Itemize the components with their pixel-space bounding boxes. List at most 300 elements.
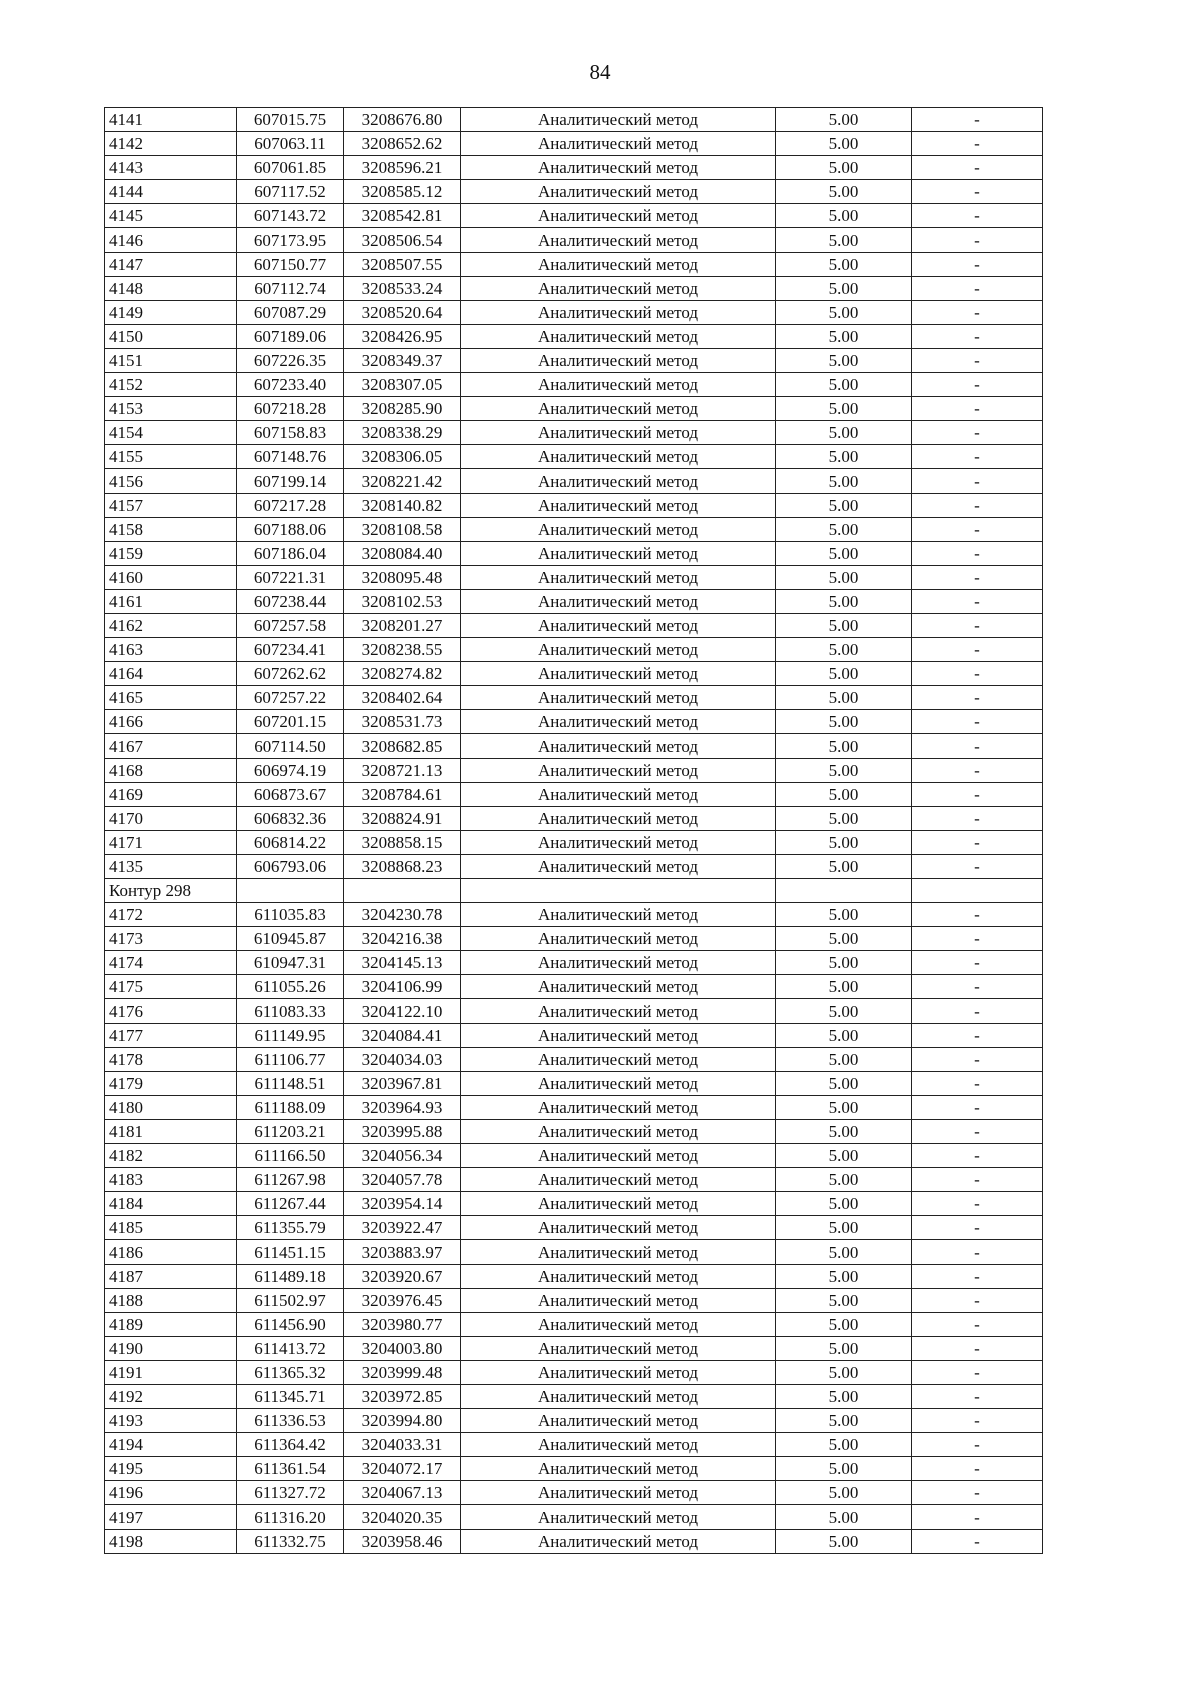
point-number-cell: 4142 — [105, 132, 237, 156]
y-coordinate-cell: 3208338.29 — [344, 421, 461, 445]
description-cell: - — [912, 589, 1043, 613]
x-coordinate-cell: 607199.14 — [237, 469, 344, 493]
point-number-cell: 4151 — [105, 348, 237, 372]
point-number-cell: 4160 — [105, 565, 237, 589]
y-coordinate-cell: 3208676.80 — [344, 108, 461, 132]
description-cell: - — [912, 1095, 1043, 1119]
method-cell: Аналитический метод — [461, 782, 776, 806]
y-coordinate-cell: 3203994.80 — [344, 1409, 461, 1433]
x-coordinate-cell: 611327.72 — [237, 1481, 344, 1505]
accuracy-cell: 5.00 — [776, 1433, 912, 1457]
description-cell: - — [912, 228, 1043, 252]
x-coordinate-cell: 611148.51 — [237, 1071, 344, 1095]
method-cell: Аналитический метод — [461, 348, 776, 372]
point-number-cell: 4147 — [105, 252, 237, 276]
method-cell: Аналитический метод — [461, 1481, 776, 1505]
y-coordinate-cell: 3208542.81 — [344, 204, 461, 228]
y-coordinate-cell: 3204230.78 — [344, 903, 461, 927]
point-number-cell: 4184 — [105, 1192, 237, 1216]
x-coordinate-cell: 611355.79 — [237, 1216, 344, 1240]
description-cell: - — [912, 782, 1043, 806]
description-cell: - — [912, 156, 1043, 180]
accuracy-cell: 5.00 — [776, 758, 912, 782]
method-cell: Аналитический метод — [461, 1240, 776, 1264]
x-coordinate-cell: 611055.26 — [237, 975, 344, 999]
method-cell: Аналитический метод — [461, 999, 776, 1023]
accuracy-cell: 5.00 — [776, 638, 912, 662]
method-cell: Аналитический метод — [461, 806, 776, 830]
x-coordinate-cell: 607217.28 — [237, 493, 344, 517]
table-row — [105, 180, 1043, 204]
method-cell: Аналитический метод — [461, 228, 776, 252]
y-coordinate-cell: 3208102.53 — [344, 589, 461, 613]
description-cell: - — [912, 686, 1043, 710]
y-coordinate-cell: 3208285.90 — [344, 397, 461, 421]
point-number-cell: 4141 — [105, 108, 237, 132]
accuracy-cell: 5.00 — [776, 927, 912, 951]
description-cell: - — [912, 493, 1043, 517]
accuracy-cell: 5.00 — [776, 1047, 912, 1071]
point-number-cell: 4189 — [105, 1312, 237, 1336]
point-number-cell: 4162 — [105, 613, 237, 637]
x-coordinate-cell: 611489.18 — [237, 1264, 344, 1288]
point-number-cell: 4153 — [105, 397, 237, 421]
y-coordinate-cell: 3208426.95 — [344, 324, 461, 348]
x-coordinate-cell: 611336.53 — [237, 1409, 344, 1433]
y-coordinate-cell: 3204216.38 — [344, 927, 461, 951]
x-coordinate-cell: 607143.72 — [237, 204, 344, 228]
method-cell: Аналитический метод — [461, 132, 776, 156]
description-cell: - — [912, 252, 1043, 276]
point-number-cell: 4157 — [105, 493, 237, 517]
table-row — [105, 1240, 1043, 1264]
table-row — [105, 565, 1043, 589]
table-row — [105, 1144, 1043, 1168]
y-coordinate-cell: 3208585.12 — [344, 180, 461, 204]
description-cell: - — [912, 1288, 1043, 1312]
accuracy-cell: 5.00 — [776, 445, 912, 469]
table-row — [105, 1481, 1043, 1505]
method-cell: Аналитический метод — [461, 373, 776, 397]
table-row — [105, 903, 1043, 927]
method-cell: Аналитический метод — [461, 493, 776, 517]
point-number-cell: 4190 — [105, 1336, 237, 1360]
accuracy-cell: 5.00 — [776, 421, 912, 445]
table-row — [105, 758, 1043, 782]
y-coordinate-cell: 3203883.97 — [344, 1240, 461, 1264]
description-cell: - — [912, 541, 1043, 565]
table-row — [105, 782, 1043, 806]
point-number-cell: 4174 — [105, 951, 237, 975]
description-cell: - — [912, 1168, 1043, 1192]
method-cell: Аналитический метод — [461, 1095, 776, 1119]
accuracy-cell: 5.00 — [776, 1384, 912, 1408]
accuracy-cell: 5.00 — [776, 1264, 912, 1288]
method-cell: Аналитический метод — [461, 613, 776, 637]
accuracy-cell: 5.00 — [776, 1240, 912, 1264]
y-coordinate-cell: 3208784.61 — [344, 782, 461, 806]
y-coordinate-cell: 3203995.88 — [344, 1119, 461, 1143]
table-row — [105, 1336, 1043, 1360]
y-coordinate-cell: 3208533.24 — [344, 276, 461, 300]
description-cell: - — [912, 613, 1043, 637]
table-row — [105, 1457, 1043, 1481]
method-cell: Аналитический метод — [461, 1433, 776, 1457]
description-cell: - — [912, 1216, 1043, 1240]
x-coordinate-cell: 606873.67 — [237, 782, 344, 806]
x-coordinate-cell: 611316.20 — [237, 1505, 344, 1529]
table-row — [105, 541, 1043, 565]
x-coordinate-cell: 607262.62 — [237, 662, 344, 686]
x-coordinate-cell: 606974.19 — [237, 758, 344, 782]
method-cell: Аналитический метод — [461, 710, 776, 734]
method-cell: Аналитический метод — [461, 276, 776, 300]
point-number-cell: 4169 — [105, 782, 237, 806]
method-cell: Аналитический метод — [461, 975, 776, 999]
table-row — [105, 517, 1043, 541]
x-coordinate-cell: 607158.83 — [237, 421, 344, 445]
accuracy-cell: 5.00 — [776, 324, 912, 348]
description-cell: - — [912, 1264, 1043, 1288]
description-cell: - — [912, 662, 1043, 686]
x-coordinate-cell: 607221.31 — [237, 565, 344, 589]
accuracy-cell: 5.00 — [776, 541, 912, 565]
point-number-cell: 4175 — [105, 975, 237, 999]
description-cell: - — [912, 1240, 1043, 1264]
point-number-cell: 4145 — [105, 204, 237, 228]
point-number-cell: 4170 — [105, 806, 237, 830]
table-row — [105, 1168, 1043, 1192]
method-cell: Аналитический метод — [461, 1047, 776, 1071]
description-cell: - — [912, 1312, 1043, 1336]
table-row — [105, 1047, 1043, 1071]
x-coordinate-cell: 607218.28 — [237, 397, 344, 421]
table-row — [105, 1360, 1043, 1384]
description-cell: - — [912, 348, 1043, 372]
table-row — [105, 252, 1043, 276]
method-cell: Аналитический метод — [461, 1505, 776, 1529]
table-row — [105, 276, 1043, 300]
y-coordinate-cell: 3208306.05 — [344, 445, 461, 469]
point-number-cell: 4149 — [105, 300, 237, 324]
table-row — [105, 1264, 1043, 1288]
accuracy-cell: 5.00 — [776, 1312, 912, 1336]
accuracy-cell: 5.00 — [776, 1457, 912, 1481]
description-cell: - — [912, 638, 1043, 662]
accuracy-cell: 5.00 — [776, 1360, 912, 1384]
table-row — [105, 854, 1043, 878]
y-coordinate-cell: 3208349.37 — [344, 348, 461, 372]
accuracy-cell — [776, 879, 912, 903]
x-coordinate-cell: 606793.06 — [237, 854, 344, 878]
y-coordinate-cell: 3208108.58 — [344, 517, 461, 541]
accuracy-cell: 5.00 — [776, 1529, 912, 1553]
x-coordinate-cell: 611364.42 — [237, 1433, 344, 1457]
y-coordinate-cell: 3208084.40 — [344, 541, 461, 565]
x-coordinate-cell: 607233.40 — [237, 373, 344, 397]
y-coordinate-cell: 3203976.45 — [344, 1288, 461, 1312]
accuracy-cell: 5.00 — [776, 854, 912, 878]
method-cell: Аналитический метод — [461, 1457, 776, 1481]
description-cell: - — [912, 1505, 1043, 1529]
y-coordinate-cell: 3208531.73 — [344, 710, 461, 734]
table-row — [105, 999, 1043, 1023]
point-number-cell: 4148 — [105, 276, 237, 300]
point-number-cell: 4188 — [105, 1288, 237, 1312]
description-cell: - — [912, 1047, 1043, 1071]
method-cell: Аналитический метод — [461, 421, 776, 445]
description-cell: - — [912, 1409, 1043, 1433]
point-number-cell: 4159 — [105, 541, 237, 565]
description-cell: - — [912, 710, 1043, 734]
accuracy-cell: 5.00 — [776, 975, 912, 999]
x-coordinate-cell: 606814.22 — [237, 830, 344, 854]
x-coordinate-cell: 611106.77 — [237, 1047, 344, 1071]
table-row — [105, 324, 1043, 348]
table-row — [105, 1384, 1043, 1408]
description-cell: - — [912, 1384, 1043, 1408]
point-number-cell: 4180 — [105, 1095, 237, 1119]
x-coordinate-cell: 611083.33 — [237, 999, 344, 1023]
method-cell: Аналитический метод — [461, 951, 776, 975]
accuracy-cell: 5.00 — [776, 397, 912, 421]
point-number-cell: 4195 — [105, 1457, 237, 1481]
description-cell: - — [912, 1529, 1043, 1553]
accuracy-cell: 5.00 — [776, 1119, 912, 1143]
x-coordinate-cell: 607063.11 — [237, 132, 344, 156]
x-coordinate-cell: 607150.77 — [237, 252, 344, 276]
accuracy-cell: 5.00 — [776, 493, 912, 517]
page-number: 84 — [589, 60, 611, 84]
x-coordinate-cell: 610945.87 — [237, 927, 344, 951]
method-cell: Аналитический метод — [461, 1384, 776, 1408]
method-cell: Аналитический метод — [461, 1529, 776, 1553]
table-row — [105, 1071, 1043, 1095]
description-cell: - — [912, 903, 1043, 927]
table-row — [105, 348, 1043, 372]
point-number-cell: 4178 — [105, 1047, 237, 1071]
description-cell: - — [912, 830, 1043, 854]
y-coordinate-cell: 3208596.21 — [344, 156, 461, 180]
y-coordinate-cell: 3208506.54 — [344, 228, 461, 252]
point-number-cell: 4182 — [105, 1144, 237, 1168]
point-number-cell: 4187 — [105, 1264, 237, 1288]
y-coordinate-cell: 3208274.82 — [344, 662, 461, 686]
point-number-cell: 4176 — [105, 999, 237, 1023]
method-cell: Аналитический метод — [461, 927, 776, 951]
table-row — [105, 806, 1043, 830]
method-cell: Аналитический метод — [461, 1360, 776, 1384]
y-coordinate-cell: 3204020.35 — [344, 1505, 461, 1529]
description-cell: - — [912, 565, 1043, 589]
point-number-cell: 4163 — [105, 638, 237, 662]
table-row — [105, 830, 1043, 854]
method-cell: Аналитический метод — [461, 1409, 776, 1433]
method-cell: Аналитический метод — [461, 156, 776, 180]
x-coordinate-cell: 607117.52 — [237, 180, 344, 204]
table-row — [105, 204, 1043, 228]
description-cell: - — [912, 276, 1043, 300]
description-cell: - — [912, 108, 1043, 132]
y-coordinate-cell: 3203922.47 — [344, 1216, 461, 1240]
table-row — [105, 1505, 1043, 1529]
point-number-cell: 4144 — [105, 180, 237, 204]
x-coordinate-cell: 610947.31 — [237, 951, 344, 975]
accuracy-cell: 5.00 — [776, 276, 912, 300]
method-cell: Аналитический метод — [461, 734, 776, 758]
y-coordinate-cell: 3208238.55 — [344, 638, 461, 662]
method-cell: Аналитический метод — [461, 1264, 776, 1288]
x-coordinate-cell: 607112.74 — [237, 276, 344, 300]
table-row — [105, 493, 1043, 517]
accuracy-cell: 5.00 — [776, 204, 912, 228]
accuracy-cell: 5.00 — [776, 1481, 912, 1505]
y-coordinate-cell: 3203958.46 — [344, 1529, 461, 1553]
method-cell: Аналитический метод — [461, 1216, 776, 1240]
point-number-cell: 4152 — [105, 373, 237, 397]
table-row — [105, 975, 1043, 999]
y-coordinate-cell: 3204122.10 — [344, 999, 461, 1023]
method-cell: Аналитический метод — [461, 1336, 776, 1360]
method-cell: Аналитический метод — [461, 830, 776, 854]
x-coordinate-cell: 607234.41 — [237, 638, 344, 662]
y-coordinate-cell: 3208868.23 — [344, 854, 461, 878]
x-coordinate-cell: 611451.15 — [237, 1240, 344, 1264]
accuracy-cell: 5.00 — [776, 662, 912, 686]
table-row — [105, 108, 1043, 132]
accuracy-cell: 5.00 — [776, 1216, 912, 1240]
accuracy-cell: 5.00 — [776, 951, 912, 975]
method-cell: Аналитический метод — [461, 469, 776, 493]
description-cell: - — [912, 397, 1043, 421]
x-coordinate-cell: 611502.97 — [237, 1288, 344, 1312]
x-coordinate-cell: 607015.75 — [237, 108, 344, 132]
accuracy-cell: 5.00 — [776, 565, 912, 589]
method-cell: Аналитический метод — [461, 1288, 776, 1312]
coordinates-table-body — [105, 108, 1043, 1554]
point-number-cell: 4193 — [105, 1409, 237, 1433]
description-cell: - — [912, 1144, 1043, 1168]
table-row — [105, 613, 1043, 637]
y-coordinate-cell: 3208307.05 — [344, 373, 461, 397]
accuracy-cell: 5.00 — [776, 1336, 912, 1360]
accuracy-cell: 5.00 — [776, 252, 912, 276]
accuracy-cell: 5.00 — [776, 999, 912, 1023]
y-coordinate-cell: 3208652.62 — [344, 132, 461, 156]
method-cell: Аналитический метод — [461, 108, 776, 132]
x-coordinate-cell: 611345.71 — [237, 1384, 344, 1408]
accuracy-cell: 5.00 — [776, 589, 912, 613]
point-number-cell: 4154 — [105, 421, 237, 445]
x-coordinate-cell: 607238.44 — [237, 589, 344, 613]
accuracy-cell: 5.00 — [776, 108, 912, 132]
accuracy-cell: 5.00 — [776, 1505, 912, 1529]
method-cell: Аналитический метод — [461, 1119, 776, 1143]
table-row — [105, 1023, 1043, 1047]
method-cell: Аналитический метод — [461, 204, 776, 228]
x-coordinate-cell: 611267.98 — [237, 1168, 344, 1192]
accuracy-cell: 5.00 — [776, 300, 912, 324]
y-coordinate-cell: 3208140.82 — [344, 493, 461, 517]
y-coordinate-cell: 3208824.91 — [344, 806, 461, 830]
method-cell: Аналитический метод — [461, 1168, 776, 1192]
description-cell: - — [912, 806, 1043, 830]
contour-header-row — [105, 879, 1043, 903]
method-cell: Аналитический метод — [461, 1071, 776, 1095]
method-cell: Аналитический метод — [461, 1312, 776, 1336]
x-coordinate-cell: 611267.44 — [237, 1192, 344, 1216]
x-coordinate-cell: 607257.58 — [237, 613, 344, 637]
accuracy-cell: 5.00 — [776, 1192, 912, 1216]
coordinates-table — [104, 107, 1043, 1554]
accuracy-cell: 5.00 — [776, 156, 912, 180]
description-cell: - — [912, 445, 1043, 469]
point-number-cell: 4197 — [105, 1505, 237, 1529]
description-cell: - — [912, 1071, 1043, 1095]
x-coordinate-cell: 611035.83 — [237, 903, 344, 927]
description-cell: - — [912, 1119, 1043, 1143]
x-coordinate-cell: 607148.76 — [237, 445, 344, 469]
method-cell: Аналитический метод — [461, 541, 776, 565]
point-number-cell: 4198 — [105, 1529, 237, 1553]
description-cell: - — [912, 999, 1043, 1023]
x-coordinate-cell: 611365.32 — [237, 1360, 344, 1384]
method-cell: Аналитический метод — [461, 662, 776, 686]
point-number-cell: 4146 — [105, 228, 237, 252]
y-coordinate-cell: 3204145.13 — [344, 951, 461, 975]
description-cell: - — [912, 300, 1043, 324]
y-coordinate-cell: 3204084.41 — [344, 1023, 461, 1047]
y-coordinate-cell: 3203964.93 — [344, 1095, 461, 1119]
point-number-cell: 4161 — [105, 589, 237, 613]
point-number-cell: 4165 — [105, 686, 237, 710]
description-cell: - — [912, 373, 1043, 397]
point-number-cell: 4158 — [105, 517, 237, 541]
accuracy-cell: 5.00 — [776, 348, 912, 372]
x-coordinate-cell: 611332.75 — [237, 1529, 344, 1553]
y-coordinate-cell: 3208095.48 — [344, 565, 461, 589]
point-number-cell: 4171 — [105, 830, 237, 854]
method-cell: Аналитический метод — [461, 589, 776, 613]
x-coordinate-cell: 607226.35 — [237, 348, 344, 372]
point-number-cell: 4167 — [105, 734, 237, 758]
y-coordinate-cell: 3204056.34 — [344, 1144, 461, 1168]
x-coordinate-cell: 611188.09 — [237, 1095, 344, 1119]
x-coordinate-cell: 611413.72 — [237, 1336, 344, 1360]
table-row — [105, 373, 1043, 397]
table-row — [105, 951, 1043, 975]
accuracy-cell: 5.00 — [776, 806, 912, 830]
table-row — [105, 927, 1043, 951]
table-row — [105, 638, 1043, 662]
point-number-cell: 4186 — [105, 1240, 237, 1264]
y-coordinate-cell: 3204067.13 — [344, 1481, 461, 1505]
table-row — [105, 397, 1043, 421]
y-coordinate-cell: 3203999.48 — [344, 1360, 461, 1384]
method-cell: Аналитический метод — [461, 686, 776, 710]
description-cell: - — [912, 204, 1043, 228]
point-number-cell: 4164 — [105, 662, 237, 686]
accuracy-cell: 5.00 — [776, 830, 912, 854]
x-coordinate-cell: 607201.15 — [237, 710, 344, 734]
point-number-cell: 4179 — [105, 1071, 237, 1095]
table-row — [105, 1312, 1043, 1336]
y-coordinate-cell: 3204034.03 — [344, 1047, 461, 1071]
method-cell: Аналитический метод — [461, 252, 776, 276]
table-row — [105, 1288, 1043, 1312]
x-coordinate-cell: 607257.22 — [237, 686, 344, 710]
point-number-cell: Контур 298 — [105, 879, 237, 903]
